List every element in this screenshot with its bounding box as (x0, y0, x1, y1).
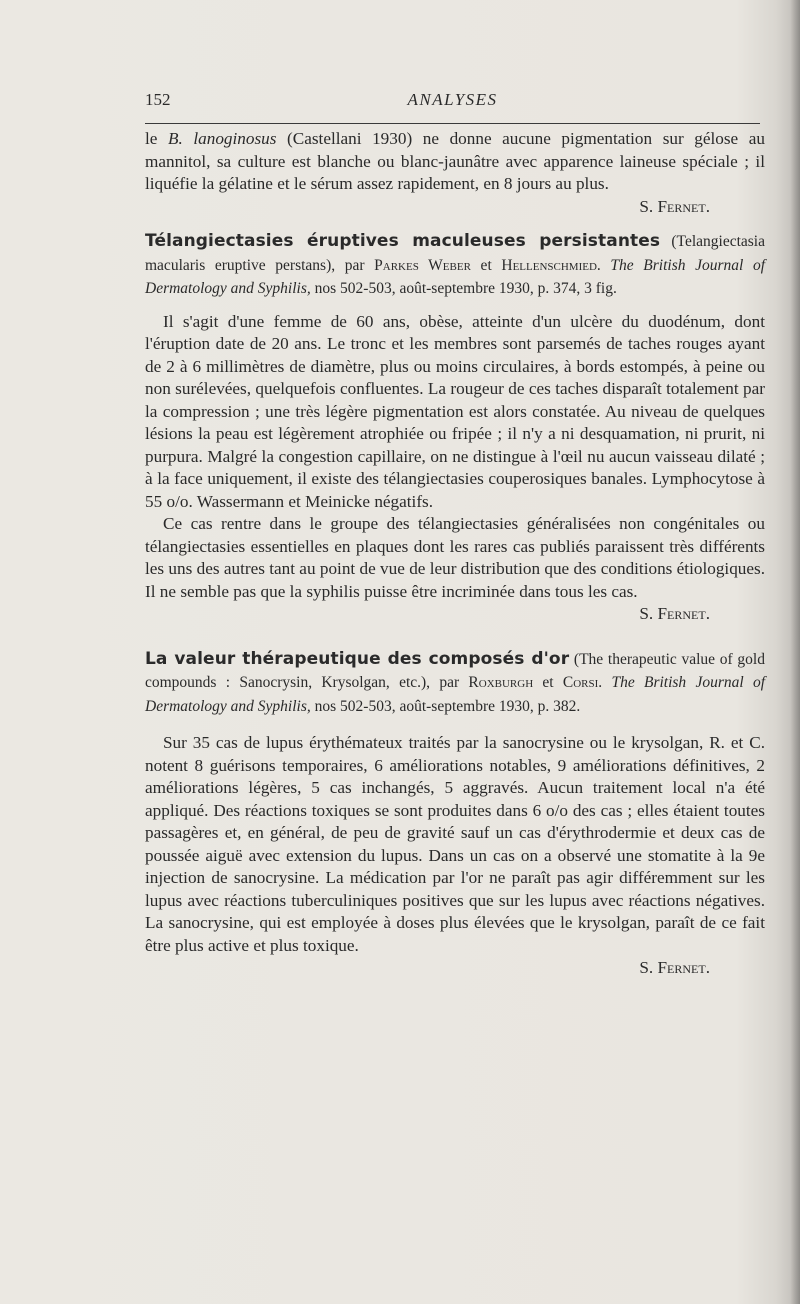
article-reference: (The therapeutic value of gold compounds : Sanocrysin, Krysolgan, etc.), par Roxburgh et Corsi. The British Journal of Dermatology and Syphilis, nos 502-503, août-septembre 1930, p. 382. (145, 650, 766, 715)
article-heading (145, 230, 765, 301)
article-paragraph: Ce cas rentre dans le groupe des télangiectasies généralisées non congénitales ou télangiectasies essentielles en plaques dont les rares cas publiés paraissent très différents les uns des autres tant au point de vue de leur distribution que des conditions étiologiques. Il ne semble pas que la syphilis puisse être incriminée dans tous les cas. (145, 514, 765, 601)
article-title: La valeur thérapeutique des composés d'or (145, 648, 570, 669)
page-body (145, 128, 765, 980)
article-reference: (Telangiectasia macularis eruptive perstans), par Parkes Weber et Hellenschmied. The British Journal of Dermatology and Syphilis, nos 502-503, août-septembre 1930, p. 374, 3 fig. (145, 233, 766, 297)
page-header (145, 90, 760, 114)
signature: S. Fernet. (639, 196, 710, 216)
article-paragraph: Il s'agit d'une femme de 60 ans, obèse, atteinte d'un ulcère du duodénum, dont l'éruption date de 20 ans. Le tronc et les membres sont parsemés de taches rouges ayant de 2 à 6 millimètres de diamètre, plus ou moins circulaires, à bords estompés, à peine ou non surélevées, quelquefois confluentes. La rougeur de ces taches disparaît totalement par la compression ; une très légère pigmentation est alors constatée. Au niveau de quelques lésions la peau est légèrement atrophiée ou fripée ; il n'y a ni desquamation, ni prurit, ni purpura. Malgré la congestion capillaire, on ne distingue à l'œil nu aucun vaisseau dilaté ; à la face uniquement, il existe des télangiectasies couperosiques banales. Lymphocytose à 55 o/o. Wassermann et Meinicke négatifs. (145, 311, 765, 511)
header-rule (145, 123, 760, 124)
signature: S. Fernet. (639, 958, 710, 977)
page-number: 152 (145, 90, 171, 109)
previous-article-paragraph: le B. lanoginosus (Castellani 1930) ne donne aucune pigmentation sur gélose au mannitol, sa culture est blanche ou blanc-jaunâtre avec apparence laineuse spéciale ; il liquéfie la gélatine et le sérum assez rapidement, en 8 jours au plus. (145, 129, 765, 193)
article-paragraph: Sur 35 cas de lupus érythémateux traités par la sanocrysine ou le krysolgan, R. et C. notent 8 guérisons temporaires, 6 améliorations notables, 9 améliorations définitives, 2 améliorations légères, 5 cas inchangés, 5 aggravés. Aucun traitement local n'a été appliqué. Des réactions toxiques se sont produites dans 6 o/o des cas ; elles étaient toutes passagères et, en général, de peu de gravité sauf un cas d'érythrodermie et deux cas de poussée aiguë avec extension du lupus. Dans un cas on a observé une stomatite à la 9e injection de sanocrysine. La médication par l'or ne paraît pas agir différemment sur les lupus avec réactions tuberculiniques positives que sur les lupus avec réactions négatives. La sanocrysine, qui est employée à doses plus élevées que le krysolgan, paraît de ce fait être plus active et plus toxique. (145, 733, 765, 955)
running-title: ANALYSES (407, 90, 498, 109)
page-edge-shadow (790, 0, 800, 1304)
signature: S. Fernet. (639, 604, 710, 623)
article-heading (145, 648, 765, 719)
article-title: Télangiectasies éruptives maculeuses persistantes (145, 231, 661, 251)
